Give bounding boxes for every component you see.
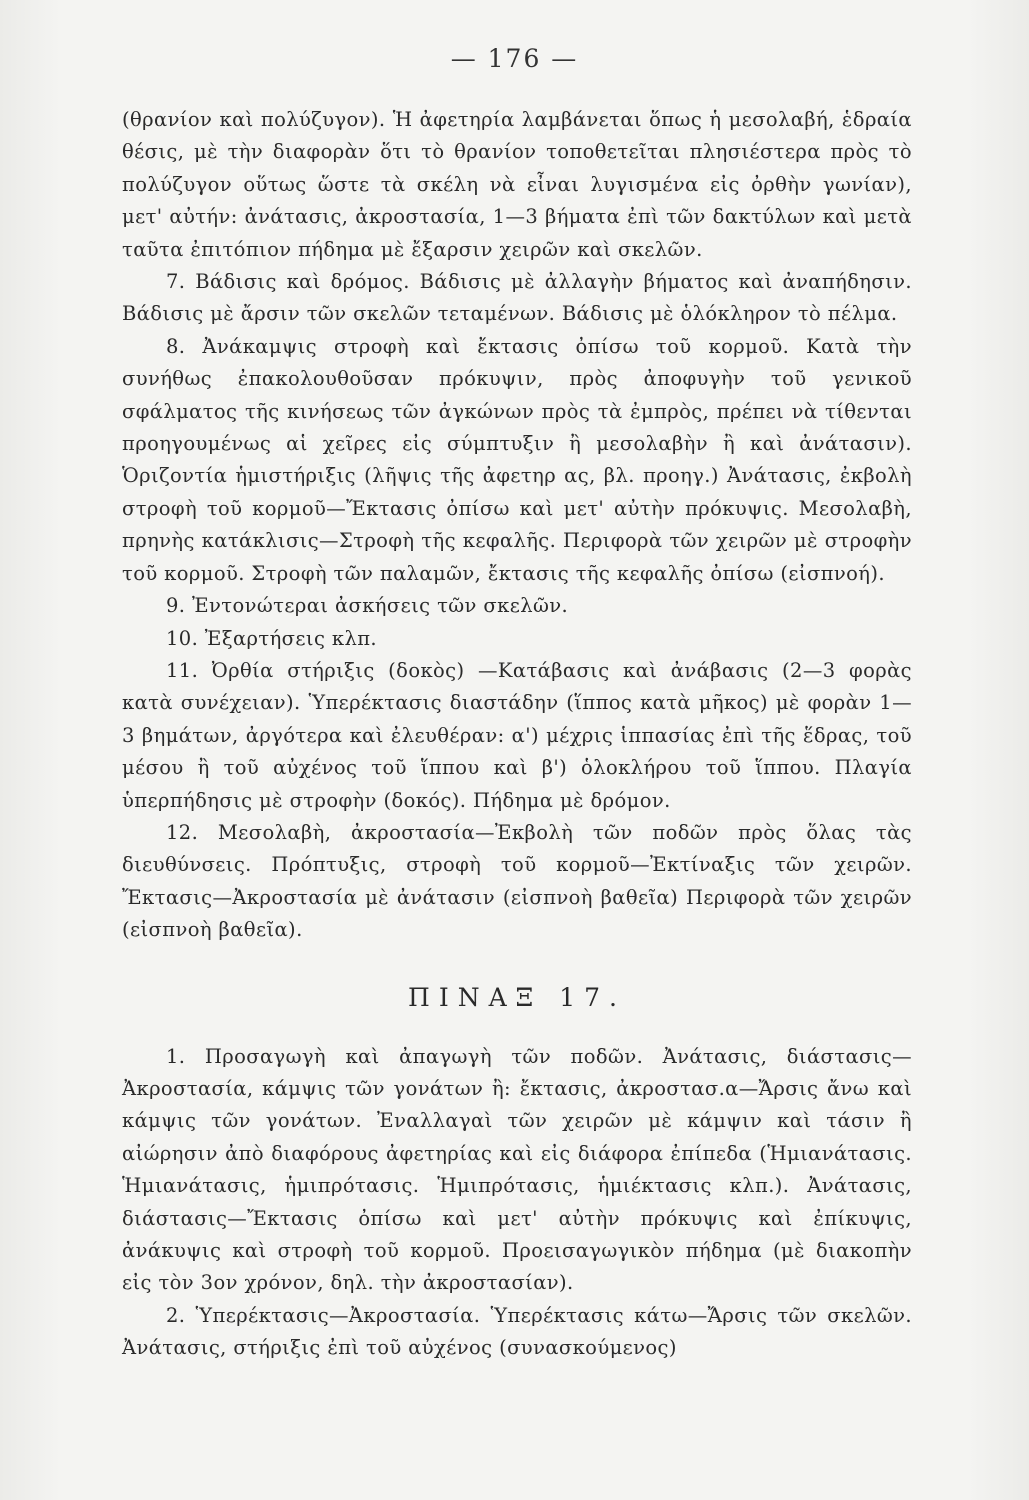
paragraph-item-9: 9. Ἐντονώτεραι ἀσκήσεις τῶν σκελῶν. <box>166 594 569 618</box>
section-heading: ΠΙΝΑΞ 17. <box>408 982 626 1012</box>
paragraph-continuation: (θρανίον καὶ πολύζυγον). Ἡ ἀφετηρία λαμβάνεται ὅπως ἡ μεσολαβή, ἑδραία θέσις, μὲ τὴν διαφορὰν ὅτι τὸ θρανίον τοποθετεῖται πλησιέστερα πρὸς τὸ πολύζυγον οὕτως ὥστε τὰ σκέλη νὰ εἶναι λυγισμένα εἰς ὀρθὴν γωνίαν), μετ' αὐτήν: ἀνάτασις, ἀκροστασία, 1—3 βήματα ἐπὶ τῶν δακτύλων καὶ μετὰ ταῦτα ἐπιτόπιον πήδημα μὲ ἔξαρσιν χειρῶν καὶ σκελῶν. <box>122 108 912 261</box>
page-number: — 176 — <box>450 44 579 73</box>
paragraph-item-12: 12. Μεσολαβὴ, ἀκροστασία—Ἐκβολὴ τῶν ποδῶν πρὸς ὅλας τὰς διευθύνσεις. Πρόπτυξις, στροφὴ τοῦ κορμοῦ—Ἐκτίναξις τῶν χειρῶν. Ἔκτασις—Ἀκροστασία μὲ ἀνάτασιν (εἰσπνοὴ βαθεῖα) Περιφορὰ τῶν χειρῶν (εἰσπνοὴ βαθεῖα). <box>122 820 912 942</box>
paragraph-table17-item-1: 1. Προσαγωγὴ καὶ ἀπαγωγὴ τῶν ποδῶν. Ἀνάτασις, διάστασις—Ἀκροστασία, κάμψις τῶν γονάτων ἢ: ἔκτασις, ἀκροστασ.α—Ἄρσις ἄνω καὶ κάμψις τῶν γονάτων. Ἐναλλαγαὶ τῶν χειρῶν μὲ κάμψιν καὶ τάσιν ἢ αἰώρησιν ἀπὸ διαφόρους ἀφετηρίας καὶ εἰς διάφορα ἐπίπεδα (Ἡμιανάτασις. Ἡμιανάτασις, ἡμιπρότασις. Ἡμιπρότασις, ἡμιέκτασις κλπ.). Ἀνάτασις, διάστασις—Ἔκτασις ὀπίσω καὶ μετ' αὐτὴν πρόκυψις καὶ ἐπίκυψις, ἀνάκυψις καὶ στροφὴ τοῦ κορμοῦ. Προεισαγωγικὸν πήδημα (μὲ διακοπὴν εἰς τὸν 3ον χρόνον, δηλ. τὴν ἀκροστασίαν). <box>122 1044 912 1295</box>
paragraph-item-11: 11. Ὀρθία στήριξις (δοκὸς) —Κατάβασις καὶ ἀνάβασις (2—3 φορὰς κατὰ συνέχειαν). Ὑπερέκτασις διαστάδην (ἵππος κατὰ μῆκος) μὲ φορὰν 1—3 βημάτων, ἀργότερα καὶ ἐλευθέραν: α') μέχρις ἱππασίας ἐπὶ τῆς ἕδρας, τοῦ μέσου ἢ τοῦ αὐχένος τοῦ ἵππου καὶ β') ὁλοκλήρου τοῦ ἵππου. Πλαγία ὑπερπήδησις μὲ στροφὴν (δοκός). Πήδημα μὲ δρόμον. <box>122 658 912 812</box>
paragraph-item-7: 7. Βάδισις καὶ δρόμος. Βάδισις μὲ ἀλλαγὴν βήματος καὶ ἀναπήδησιν. Βάδισις μὲ ἄρσιν τῶν σκελῶν τεταμένων. Βάδισις μὲ ὁλόκληρον τὸ πέλμα. <box>122 270 912 326</box>
paragraph-item-10: 10. Ἐξαρτήσεις κλπ. <box>166 626 378 650</box>
paragraph-item-8: 8. Ἀνάκαμψις στροφὴ καὶ ἔκτασις ὀπίσω τοῦ κορμοῦ. Κατὰ τὴν συνήθως ἐπακολουθοῦσαν πρόκυψιν, πρὸς ἀποφυγὴν τοῦ γενικοῦ σφάλματος τῆς κινήσεως τῶν ἀγκώνων πρὸς τὰ ἐμπρὸς, πρέπει νὰ τίθενται προηγουμένως αἱ χεῖρες εἰς σύμπτυξιν ἢ μεσολαβὴν ἢ καὶ ἀνάτασιν). Ὁριζοντία ἡμιστήριξις (λῆψις τῆς ἀφετηρ ας, βλ. προηγ.) Ἀνάτασις, ἐκβολὴ στροφὴ τοῦ κορμοῦ—Ἔκτασις ὀπίσω καὶ μετ' αὐτὴν πρόκυψις. Μεσολαβὴ, πρηνὴς κατάκλισις—Στροφὴ τῆς κεφαλῆς. Περιφορὰ τῶν χειρῶν μὲ στροφὴν τοῦ κορμοῦ. Στροφὴ τῶν παλαμῶν, ἔκτασις τῆς κεφαλῆς ὀπίσω (εἰσπνοή). <box>122 334 912 585</box>
paragraph-table17-item-2: 2. Ὑπερέκτασις—Ἀκροστασία. Ὑπερέκτασις κάτω—Ἄρσις τῶν σκελῶν. Ἀνάτασις, στήριξις ἐπὶ τοῦ αὐχένος (συνασκούμενος) <box>122 1303 912 1360</box>
page-body <box>122 104 912 1365</box>
